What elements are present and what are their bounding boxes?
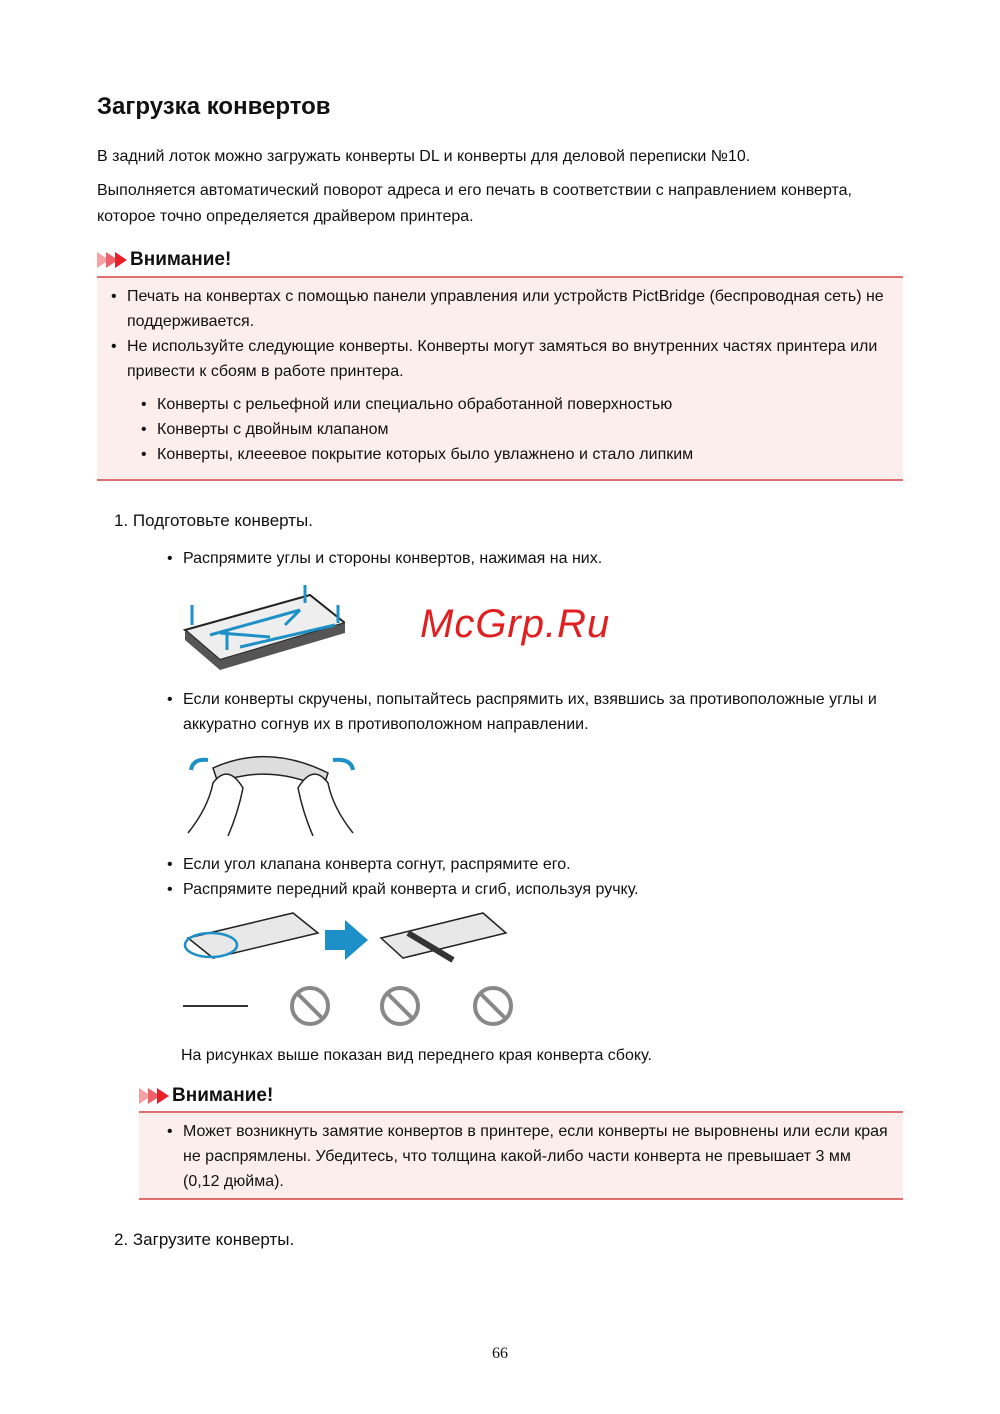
note-subitem: • Конверты с рельефной или специально обработанной поверхностью: [141, 392, 889, 417]
step-bullet: • Если конверты скручены, попытайтесь распрямить их, взявшись за противоположные углы и аккуратно согнув их в противоположном направлении.: [167, 687, 902, 737]
note-subitem: • Конверты, клееевое покрытие которых было увлажнено и стало липким: [141, 442, 889, 467]
page-number: 66: [492, 1345, 508, 1362]
note-box: [139, 1111, 903, 1200]
note-heading-text: Внимание!: [130, 249, 232, 270]
note-subitem: • Конверты с двойным клапаном: [141, 417, 889, 442]
envelope-stack-illustration: [180, 585, 345, 673]
step-bullet: • Распрямите углы и стороны конвертов, нажимая на них.: [167, 546, 902, 571]
figure-caption: На рисунках выше показан вид переднего края конверта сбоку.: [181, 1047, 652, 1064]
note-item: • Печать на конвертах с помощью панели управления или устройств PictBridge (беспроводная сеть) не поддерживается.: [111, 284, 889, 334]
step-bullet: • Если угол клапана конверта согнут, распрямите его.: [167, 852, 902, 877]
note-heading: [139, 1085, 273, 1107]
note-heading: [97, 249, 231, 271]
warning-chevron-icon: [139, 1088, 166, 1104]
intro-paragraph: В задний лоток можно загружать конверты DL и конверты для деловой переписки №10.: [97, 148, 751, 165]
step-2-label: 2. Загрузите конверты.: [114, 1230, 295, 1249]
note-item: • Может возникнуть замятие конвертов в принтере, если конверты не выровнены или если края не распрямлены. Убедитесь, что толщина какой-либо части конверта не превышает 3 мм (0,12 дюйма).: [167, 1119, 889, 1194]
watermark: McGrp.Ru: [420, 602, 611, 646]
page-title: Загрузка конвертов: [97, 93, 331, 120]
step-bullet: • Распрямите передний край конверта и сгиб, используя ручку.: [167, 877, 902, 902]
flattening-edge-illustration: [183, 908, 528, 1033]
step-1-label: 1. Подготовьте конверты.: [114, 511, 313, 530]
warning-chevron-icon: [97, 252, 124, 268]
note-heading-text: Внимание!: [172, 1085, 274, 1106]
intro-paragraph: Выполняется автоматический поворот адреса и его печать в соответствии с направлением конверта, которое точно определяется драйвером принтера.: [97, 182, 852, 225]
note-item: • Не используйте следующие конверты. Конверты могут замяться во внутренних частях принтера или привести к сбоям в работе принтера.: [111, 334, 889, 384]
note-box: [97, 276, 903, 481]
bending-envelopes-illustration: [183, 748, 358, 836]
